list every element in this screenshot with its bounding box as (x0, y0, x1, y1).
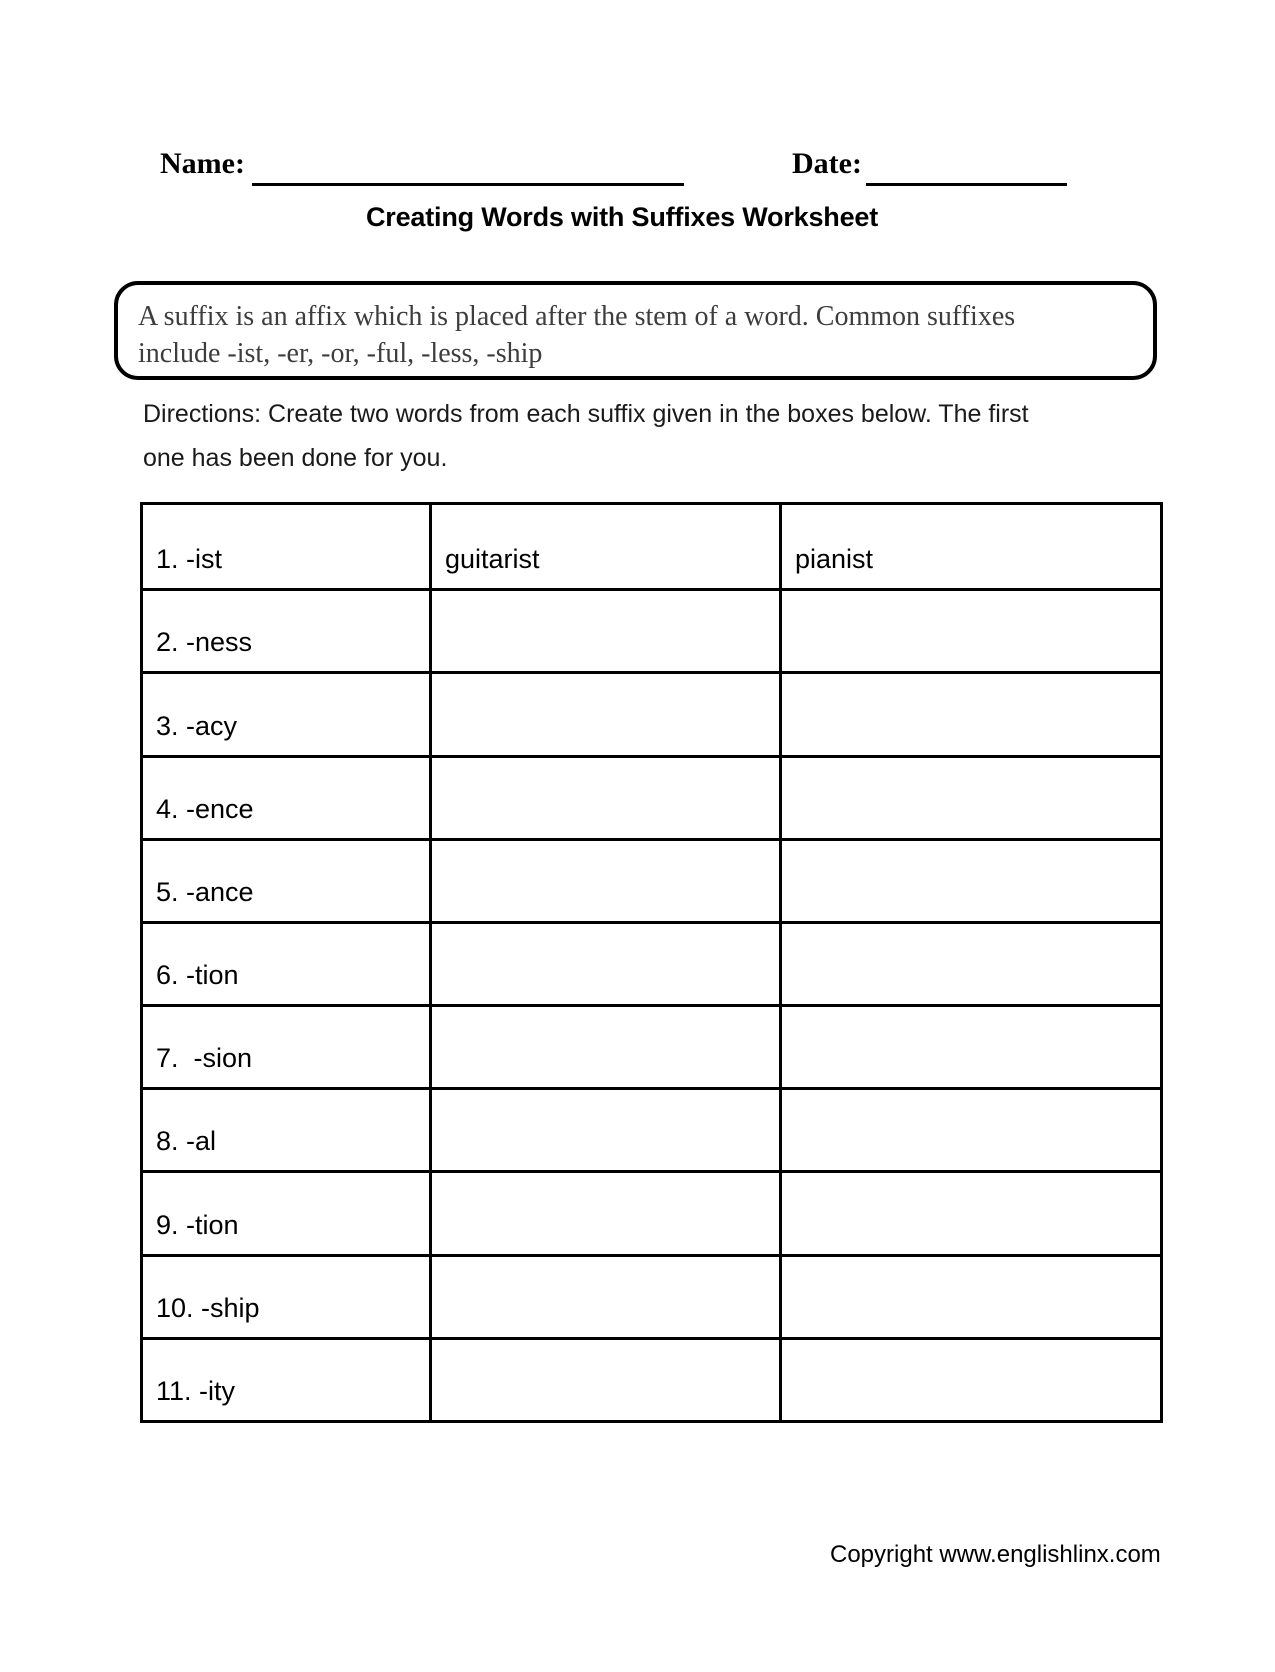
suffix-table (140, 502, 1163, 1423)
word-cell-2 (779, 1090, 1160, 1170)
suffix-cell: 6. -tion (156, 960, 239, 991)
directions-line2: one has been done for you. (143, 444, 448, 472)
word-cell-1 (429, 1173, 779, 1253)
table-row (143, 1254, 1160, 1337)
word-cell-2 (779, 674, 1160, 754)
date-blank-line (866, 183, 1067, 186)
table-row (143, 755, 1160, 838)
word-cell-2: pianist (779, 505, 1160, 588)
copyright-text: Copyright www.englishlinx.com (830, 1541, 1161, 1568)
word-cell-2 (779, 1257, 1160, 1337)
word-cell-2 (779, 1340, 1160, 1420)
word-cell-2 (779, 1173, 1160, 1253)
suffix-cell: 4. -ence (156, 793, 254, 824)
suffix-cell: 2. -ness (156, 627, 253, 658)
directions-text (143, 392, 1029, 480)
word-cell-2 (779, 841, 1160, 921)
name-label: Name: (160, 147, 245, 180)
word-cell-1 (429, 1257, 779, 1337)
table-row (143, 1004, 1160, 1087)
table-row (143, 921, 1160, 1004)
suffix-cell: 3. -acy (156, 710, 238, 741)
word-cell-1 (429, 1007, 779, 1087)
suffix-cell: 8. -al (156, 1126, 217, 1157)
word-cell-1 (429, 1340, 779, 1420)
name-blank-line (252, 183, 684, 186)
word-cell-1 (429, 591, 779, 671)
word-cell-1 (429, 674, 779, 754)
definition-text-line2: include -ist, -er, -or, -ful, -less, -ship (138, 338, 543, 369)
directions-line1: Directions: Create two words from each suffix given in the boxes below. The first (143, 400, 1029, 428)
word-cell-2 (779, 924, 1160, 1004)
definition-box (114, 281, 1157, 380)
worksheet-title: Creating Words with Suffixes Worksheet (366, 202, 878, 232)
word-cell-1 (429, 1090, 779, 1170)
word-cell-1: guitarist (429, 505, 779, 588)
table-row (143, 1087, 1160, 1170)
table-row (143, 671, 1160, 754)
suffix-cell: 9. -tion (156, 1209, 239, 1240)
date-label: Date: (792, 147, 862, 180)
suffix-cell: 11. -ity (156, 1375, 236, 1406)
word-cell-1 (429, 924, 779, 1004)
suffix-cell: 7. -sion (156, 1043, 253, 1074)
table-row (143, 588, 1160, 671)
suffix-cell: 10. -ship (156, 1292, 260, 1323)
word-cell-2 (779, 1007, 1160, 1087)
table-row (143, 838, 1160, 921)
suffix-cell: 1. -ist (156, 544, 223, 575)
word-cell-2 (779, 591, 1160, 671)
definition-text-line1: A suffix is an affix which is placed after the stem of a word. Common suffixes (138, 301, 1016, 332)
word-cell-1 (429, 841, 779, 921)
suffix-cell: 5. -ance (156, 876, 254, 907)
table-row (143, 1337, 1160, 1420)
word-cell-2 (779, 758, 1160, 838)
table-row (143, 1170, 1160, 1253)
word-cell-1 (429, 758, 779, 838)
table-row (143, 505, 1160, 588)
